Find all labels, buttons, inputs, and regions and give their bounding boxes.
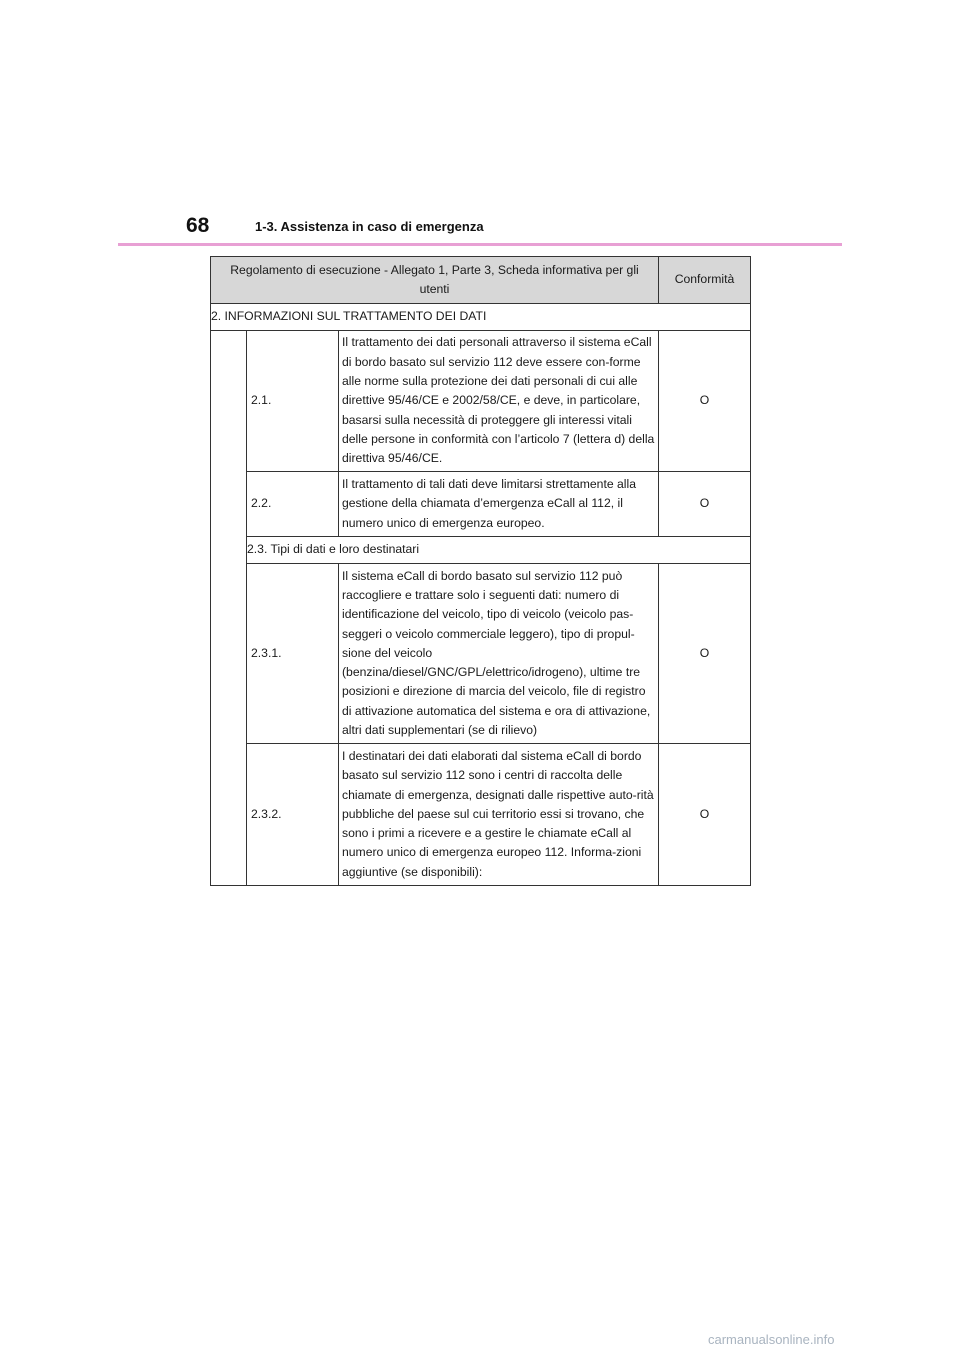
page-number: 68 [186,214,210,237]
table-header-row [211,257,751,304]
row-text: Il trattamento di tali dati deve limitarsi strettamente alla gestione della chiamata d’emergenza eCall al 112, il numero unico di emergenza europeo. [339,472,659,537]
row-number: 2.3.2. [247,744,339,886]
table-row [211,331,751,472]
table-row [211,744,751,886]
column-header-regulation: Regolamento di esecuzione - Allegato 1, Parte 3, Scheda informativa per gli utenti [211,257,659,304]
row-conformity: O [659,744,751,886]
row-number: 2.2. [247,472,339,537]
row-text: Il sistema eCall di bordo basato sul servizio 112 può raccogliere e trattare solo i seguenti dati: numero di identificazione del veicolo, tipo di veicolo (veicolo pas-seggeri o veicolo commerciale leggero), tipo di propul-sione del veicolo (benzina/diesel/GNC/GPL/elettrico/idrogeno), ultime tre posizioni e direzione di marcia del veicolo, file di registro di attivazione automatica del sistema e ora di attivazione, altri dati supplementari (se di rilievo) [339,564,659,744]
watermark: carmanualsonline.info [708,1332,835,1347]
indent-cell [211,331,247,886]
info-table [210,256,751,886]
section-title-cell: 2. INFORMAZIONI SUL TRATTAMENTO DEI DATI [211,304,751,331]
row-conformity: O [659,564,751,744]
column-header-conformity: Conformità [659,257,751,304]
table-row [211,564,751,744]
section-title: 1-3. Assistenza in caso di emergenza [255,219,484,234]
subsection-title-cell: 2.3. Tipi di dati e loro destinatari [247,537,751,564]
row-number: 2.3.1. [247,564,339,744]
subsection-row [211,537,751,564]
row-conformity: O [659,331,751,472]
row-text: Il trattamento dei dati personali attraverso il sistema eCall di bordo basato sul servizio 112 deve essere con-forme alle norme sulla protezione dei dati personali di cui alle direttive 95/46/CE e 2002/58/CE, e deve, in particolare, basarsi sulla necessità di proteggere gli interessi vitali delle persone in conformità con l’articolo 7 (lettera d) della direttiva 95/46/CE. [339,331,659,472]
header-divider [118,243,842,246]
row-conformity: O [659,472,751,537]
table-row [211,472,751,537]
row-text: I destinatari dei dati elaborati dal sistema eCall di bordo basato sul servizio 112 sono i centri di raccolta delle chiamate di emergenza, designati dalle rispettive auto-rità pubbliche del paese sul cui territorio essi si trovano, che sono i primi a ricevere e a gestire le chiamate eCall al numero unico di emergenza europeo 112. Informa-zioni aggiuntive (se disponibili): [339,744,659,886]
row-number: 2.1. [247,331,339,472]
section-row [211,304,751,331]
